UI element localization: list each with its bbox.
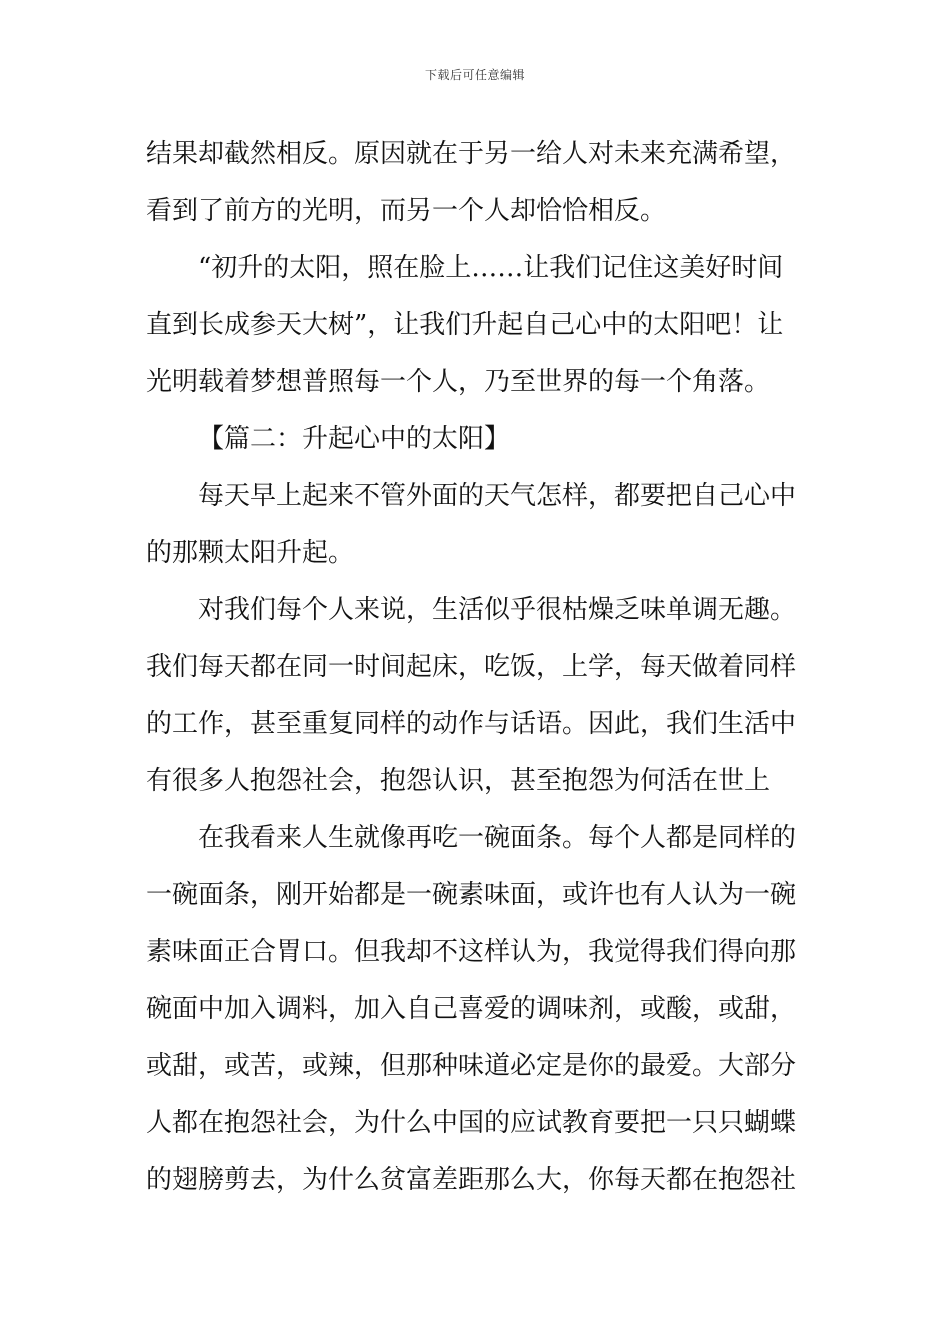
text-line: 一碗面条，刚开始都是一碗素味面，或许也有人认为一碗 bbox=[146, 880, 797, 910]
text-line: 看到了前方的光明，而另一个人却恰恰相反。 bbox=[146, 196, 667, 226]
text-line: 对我们每个人来说，生活似乎很枯燥乏味单调无趣。 bbox=[198, 595, 797, 625]
text-line: 在我看来人生就像再吃一碗面条。每个人都是同样的 bbox=[198, 823, 797, 853]
text-line: 有很多人抱怨社会，抱怨认识，甚至抱怨为何活在世上 bbox=[146, 766, 771, 796]
text-line: 或甜，或苦，或辣，但那种味道必定是你的最爱。大部分 bbox=[146, 1051, 797, 1081]
text-line: 结果却截然相反。原因就在于另一给人对未来充满希望， bbox=[146, 139, 797, 169]
text-line: 的工作，甚至重复同样的动作与话语。因此，我们生活中 bbox=[146, 709, 797, 739]
text-line: 素味面正合胃口。但我却不这样认为，我觉得我们得向那 bbox=[146, 937, 797, 967]
text-line: 光明载着梦想普照每一个人，乃至世界的每一个角落。 bbox=[146, 367, 771, 397]
text-line: 的翅膀剪去，为什么贫富差距那么大，你每天都在抱怨社 bbox=[146, 1165, 797, 1195]
document-body bbox=[146, 126, 808, 1209]
section-heading: 【篇二：升起心中的太阳】 bbox=[198, 424, 511, 454]
page-header: 下载后可任意编辑 bbox=[424, 68, 525, 82]
text-line: 的那颗太阳升起。 bbox=[146, 538, 355, 568]
text-line: 碗面中加入调料，加入自己喜爱的调味剂，或酸，或甜， bbox=[146, 994, 797, 1024]
text-line: 人都在抱怨社会，为什么中国的应试教育要把一只只蝴蝶 bbox=[146, 1108, 797, 1138]
text-line: 我们每天都在同一时间起床，吃饭，上学，每天做着同样 bbox=[146, 652, 797, 682]
text-line: 每天早上起来不管外面的天气怎样，都要把自己心中 bbox=[198, 481, 797, 511]
text-line: 直到长成参天大树”，让我们升起自己心中的太阳吧！让 bbox=[146, 310, 784, 340]
text-line: “初升的太阳，照在脸上……让我们记住这美好时间 bbox=[198, 253, 784, 283]
